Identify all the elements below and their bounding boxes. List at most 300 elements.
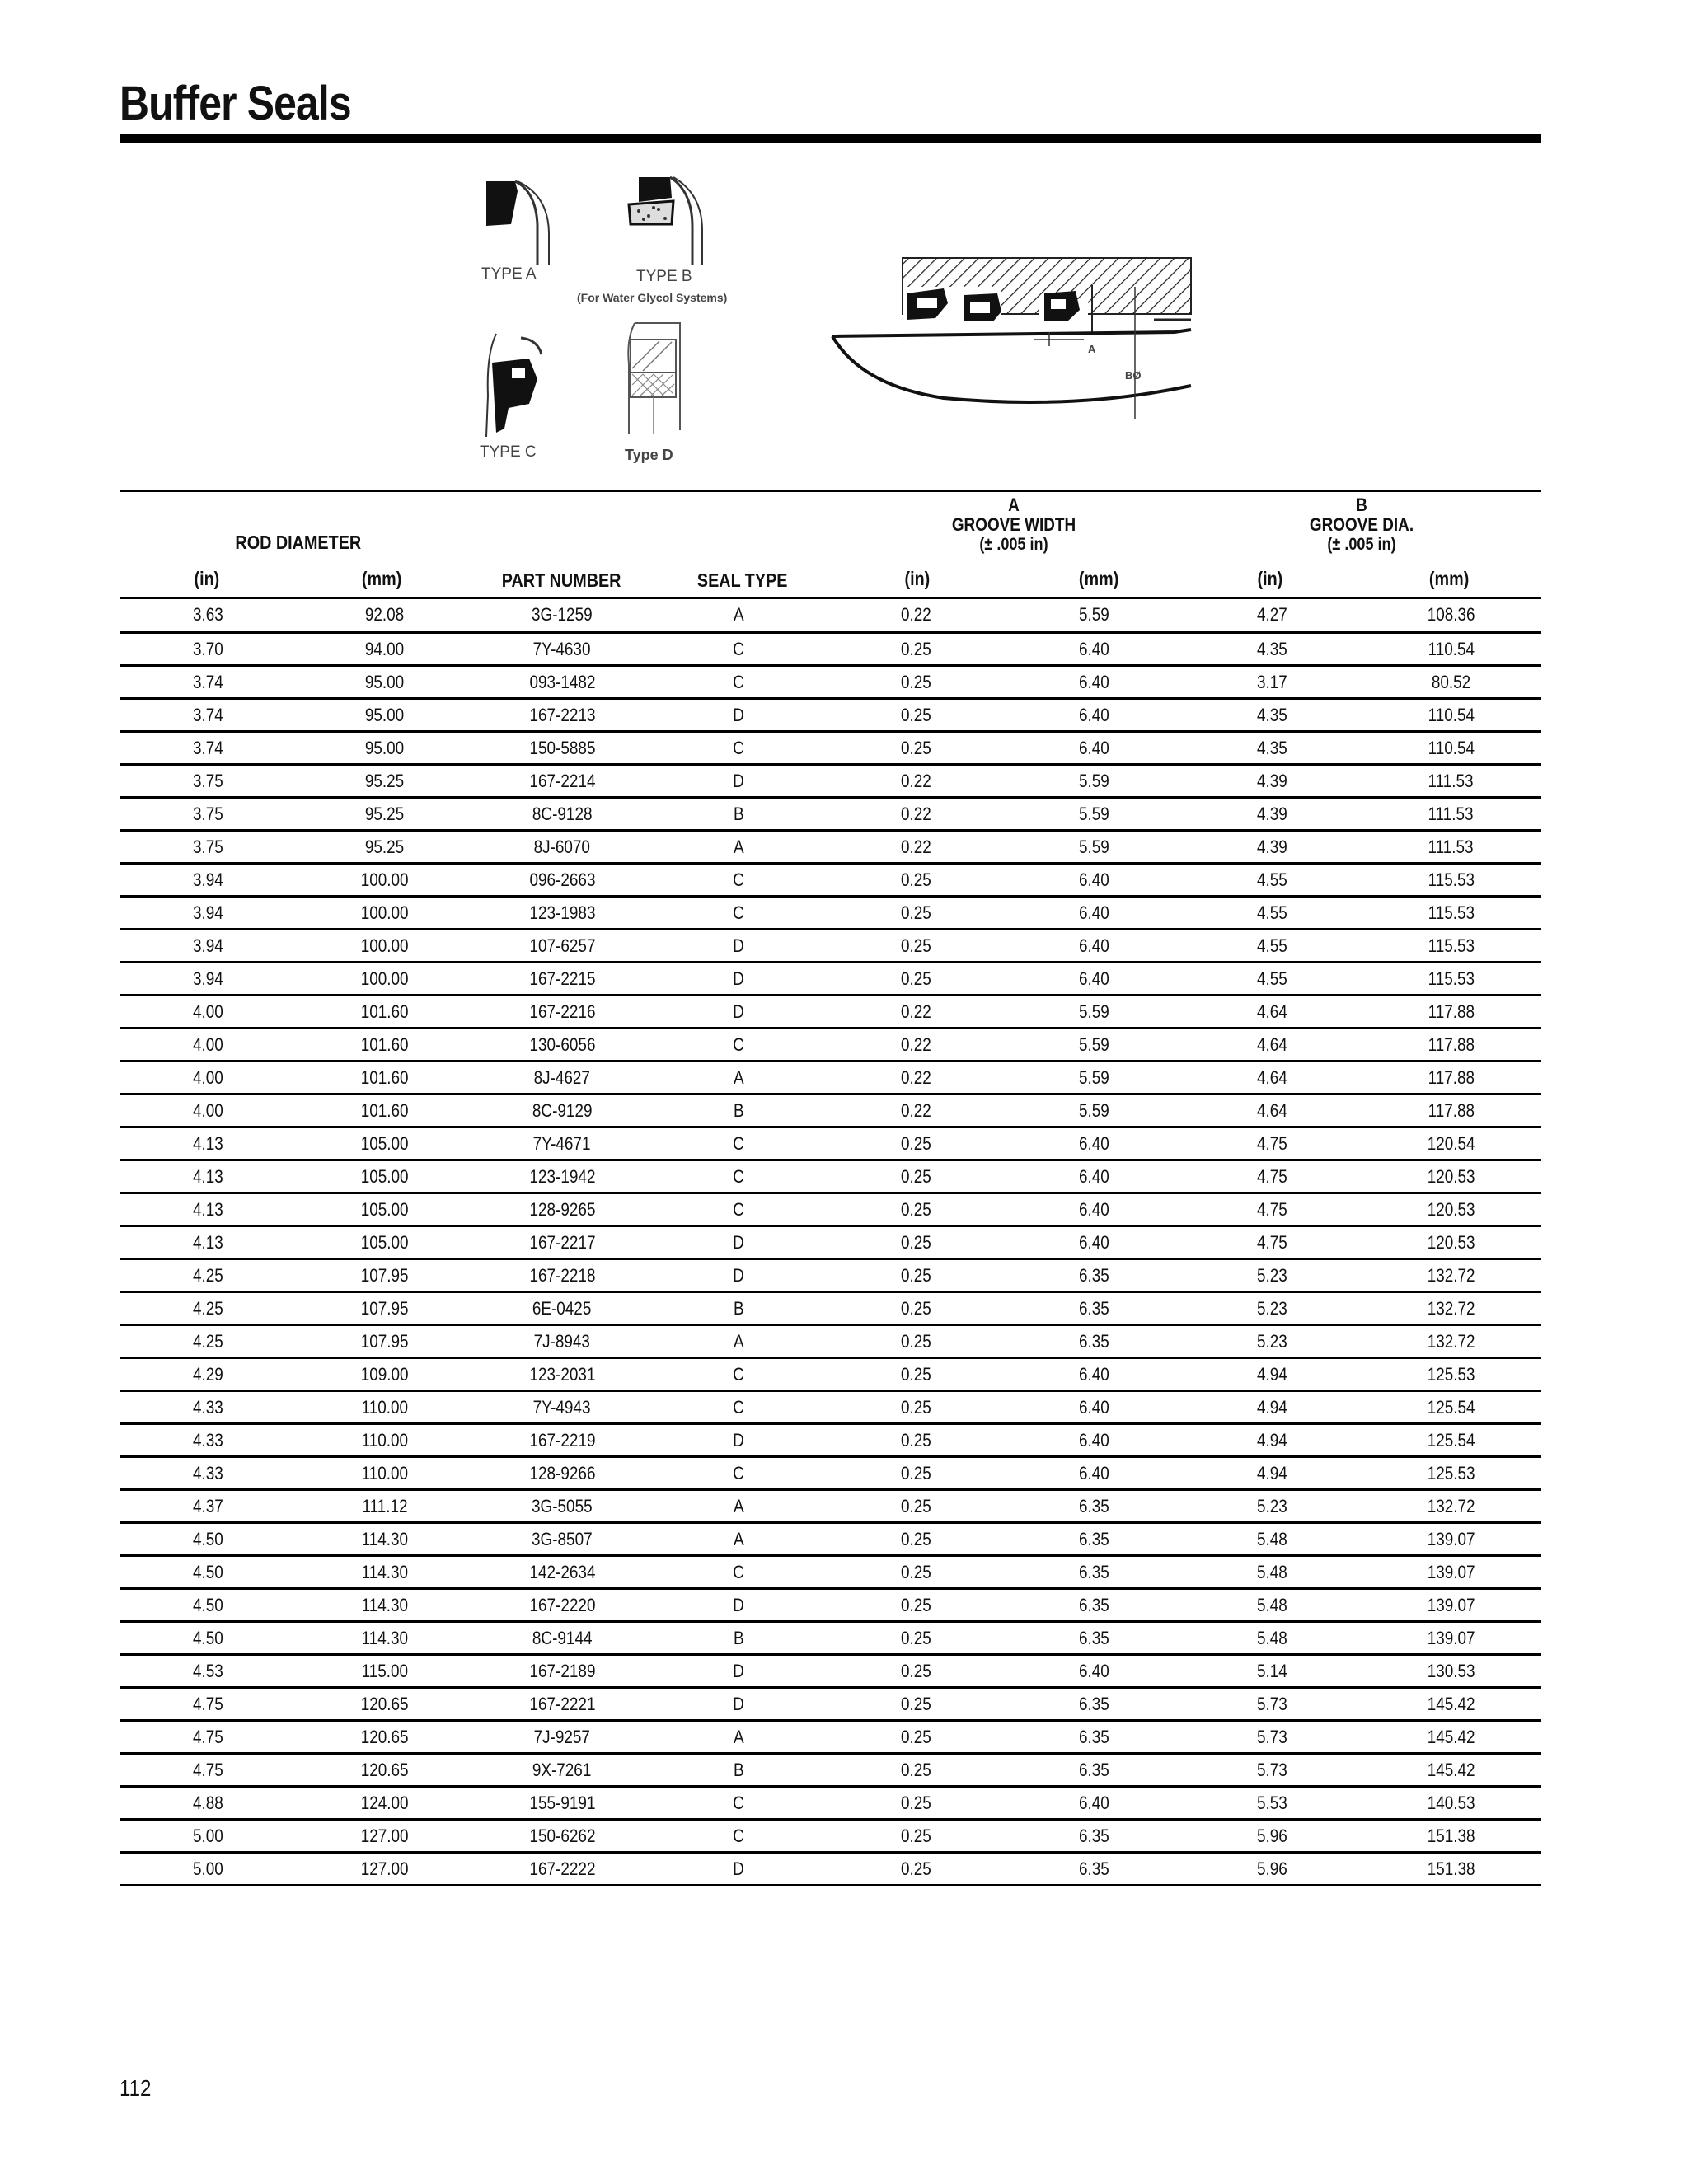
seal-type-cell: [650, 1720, 827, 1753]
seal-type-cell: [650, 698, 827, 731]
rod-in-cell: [120, 1160, 296, 1193]
groove-width-in-value: 0.25: [900, 1693, 931, 1714]
groove-width-mm-cell: [1005, 1390, 1183, 1423]
rod-in-cell: [120, 896, 296, 929]
groove-width-mm-value: 6.40: [1078, 1198, 1109, 1220]
part-number-value: 167-2214: [529, 770, 595, 791]
table-row: [120, 1588, 1541, 1621]
groove-dia-mm-value: 108.36: [1427, 604, 1475, 625]
groove-dia-in-cell: [1183, 1654, 1361, 1687]
part-number-value: 167-2218: [529, 1264, 595, 1286]
groove-dia-mm-value: 115.53: [1428, 869, 1475, 890]
table-row: [120, 1522, 1541, 1555]
groove-width-in-value: 0.22: [900, 803, 931, 824]
groove-width-mm-cell: [1005, 995, 1183, 1028]
rod-in-value: 3.74: [192, 671, 223, 692]
rod-mm-value: 94.00: [365, 638, 405, 659]
part-number-cell: [474, 1390, 650, 1423]
rod-mm-value: 115.00: [361, 1660, 409, 1681]
groove-width-in-cell: [827, 863, 1005, 896]
rod-in-value: 4.13: [192, 1231, 223, 1253]
part-number-cell: [474, 1786, 650, 1819]
groove-dia-mm-value: 120.53: [1427, 1198, 1475, 1220]
groove-dia-in-cell: [1183, 1819, 1361, 1852]
groove-width-mm-value: 6.35: [1078, 1693, 1109, 1714]
seal-type-value: A: [733, 1726, 744, 1747]
table-header: [120, 492, 1541, 597]
part-number-value: 142-2634: [529, 1561, 595, 1582]
groove-dia-mm-value: 130.53: [1427, 1660, 1475, 1681]
rod-mm-cell: [296, 797, 474, 830]
rod-mm-cell: [296, 599, 474, 632]
seal-type-cell: [650, 1753, 827, 1786]
groove-width-mm-cell: [1005, 764, 1183, 797]
rod-mm-cell: [296, 962, 474, 995]
seal-type-value: C: [733, 1825, 744, 1846]
groove-dia-in-cell: [1183, 995, 1361, 1028]
groove-width-mm-cell: [1005, 896, 1183, 929]
groove-width-in-cell: [827, 1819, 1005, 1852]
seal-type-value: A: [733, 1066, 744, 1088]
groove-width-mm-cell: [1005, 929, 1183, 962]
groove-width-in-cell: [827, 1390, 1005, 1423]
rod-mm-cell: [296, 1489, 474, 1522]
groove-dia-mm-cell: [1361, 1522, 1541, 1555]
groove-width-in-cell: [827, 995, 1005, 1028]
groove-width-in-cell: [827, 1555, 1005, 1588]
part-number-value: 167-2220: [529, 1594, 595, 1615]
groove-dia-in-cell: [1183, 929, 1361, 962]
groove-dia-in-cell: [1183, 698, 1361, 731]
table-row: [120, 1819, 1541, 1852]
groove-width-mm-cell: [1005, 1291, 1183, 1324]
groove-width-in-value: 0.22: [900, 1001, 931, 1022]
groove-dia-mm-cell: [1361, 599, 1541, 632]
rod-in-cell: [120, 698, 296, 731]
part-number-cell: [474, 1489, 650, 1522]
page-number: 112: [120, 2075, 152, 2101]
table-row: [120, 632, 1541, 665]
rod-mm-value: 107.95: [361, 1297, 409, 1319]
seal-type-value: C: [733, 1396, 744, 1418]
groove-width-in-value: 0.25: [900, 935, 931, 956]
groove-dia-mm-cell: [1361, 995, 1541, 1028]
groove-width-in-cell: [827, 830, 1005, 863]
groove-dia-mm-cell: [1361, 1621, 1541, 1654]
groove-dia-mm-cell: [1361, 1423, 1541, 1456]
groove-width-in-cell: [827, 1522, 1005, 1555]
part-number-value: 7Y-4630: [533, 638, 591, 659]
groove-width-mm-cell: [1005, 962, 1183, 995]
part-number-cell: [474, 1291, 650, 1324]
groove-dia-in-cell: [1183, 1621, 1361, 1654]
part-number-cell: [474, 962, 650, 995]
type-d-seal-drawing: [622, 315, 688, 438]
type-b-note: (For Water Glycol Systems): [577, 291, 728, 304]
rod-in-value: 4.53: [192, 1660, 223, 1681]
rod-mm-value: 95.00: [365, 737, 405, 758]
rod-in-cell: [120, 1193, 296, 1226]
rod-in-cell: [120, 1456, 296, 1489]
groove-dia-in-value: 4.94: [1256, 1396, 1287, 1418]
table-row: [120, 1193, 1541, 1226]
part-number-value: 167-2216: [529, 1001, 595, 1022]
part-number-value: 096-2663: [529, 869, 595, 890]
groove-dia-in-value: 4.75: [1256, 1165, 1287, 1187]
seal-type-cell: [650, 896, 827, 929]
rod-in-value: 4.50: [192, 1561, 223, 1582]
groove-dia-mm-value: 139.07: [1427, 1627, 1475, 1648]
seal-type-cell: [650, 1258, 827, 1291]
groove-width-in-value: 0.25: [900, 1726, 931, 1747]
seal-type-value: A: [733, 1495, 744, 1516]
groove-width-in-cell: [827, 1654, 1005, 1687]
rod-mm-cell: [296, 995, 474, 1028]
seal-type-cell: [650, 1852, 827, 1885]
rod-mm-cell: [296, 830, 474, 863]
part-number-cell: [474, 995, 650, 1028]
groove-dia-in-cell: [1183, 1028, 1361, 1061]
table-row: [120, 1654, 1541, 1687]
seal-type-value: B: [733, 1099, 744, 1121]
groove-width-in-cell: [827, 632, 1005, 665]
table-row: [120, 1423, 1541, 1456]
groove-dia-in-cell: [1183, 1127, 1361, 1160]
seal-type-value: B: [733, 1297, 744, 1319]
groove-width-mm-cell: [1005, 1654, 1183, 1687]
groove-dia-in-value: 5.73: [1256, 1693, 1287, 1714]
groove-width-mm-value: 6.35: [1078, 1627, 1109, 1648]
part-number-cell: [474, 797, 650, 830]
seal-type-cell: [650, 830, 827, 863]
rod-mm-cell: [296, 1654, 474, 1687]
rod-mm-value: 109.00: [361, 1363, 409, 1385]
groove-dia-in-cell: [1183, 962, 1361, 995]
rod-mm-value: 124.00: [361, 1792, 409, 1813]
groove-width-mm-value: 6.35: [1078, 1528, 1109, 1549]
groove-width-mm-value: 6.35: [1078, 1858, 1109, 1879]
groove-dia-mm-value: 132.72: [1427, 1495, 1475, 1516]
part-number-value: 7Y-4943: [533, 1396, 591, 1418]
groove-width-mm-value: 6.35: [1078, 1495, 1109, 1516]
seal-type-cell: [650, 1786, 827, 1819]
seal-type-cell: [650, 1291, 827, 1324]
rod-mm-cell: [296, 1028, 474, 1061]
groove-width-in-cell: [827, 764, 1005, 797]
groove-width-in-cell: [827, 1258, 1005, 1291]
rod-in-value: 3.94: [192, 968, 223, 989]
part-number-cell: [474, 1522, 650, 1555]
rod-in-value: 4.33: [192, 1396, 223, 1418]
groove-dia-in-value: 5.48: [1256, 1528, 1287, 1549]
seal-type-cell: [650, 1588, 827, 1621]
rod-in-cell: [120, 1621, 296, 1654]
groove-width-mm-value: 6.40: [1078, 1429, 1109, 1451]
rod-in-value: 4.29: [192, 1363, 223, 1385]
table-row: [120, 896, 1541, 929]
part-number-value: 167-2217: [529, 1231, 595, 1253]
groove-width-mm-cell: [1005, 1687, 1183, 1720]
table-row: [120, 1489, 1541, 1522]
rod-mm-cell: [296, 632, 474, 665]
groove-width-mm-value: 5.59: [1078, 1033, 1109, 1055]
groove-width-in-value: 0.25: [900, 1132, 931, 1154]
groove-dia-in-value: 4.35: [1256, 638, 1287, 659]
part-number-cell: [474, 1456, 650, 1489]
groove-width-in-cell: [827, 1193, 1005, 1226]
part-number-value: 167-2215: [529, 968, 595, 989]
rod-in-value: 4.50: [192, 1594, 223, 1615]
groove-width-mm-value: 6.40: [1078, 1231, 1109, 1253]
groove-width-in-cell: [827, 1753, 1005, 1786]
rod-mm-cell: [296, 1357, 474, 1390]
title-rule: [120, 134, 1541, 143]
seal-type-cell: [650, 929, 827, 962]
groove-width-in-value: 0.25: [900, 1429, 931, 1451]
groove-width-mm-value: 6.40: [1078, 1396, 1109, 1418]
groove-width-mm-cell: [1005, 1555, 1183, 1588]
type-c-label: TYPE C: [480, 443, 537, 461]
groove-width-in-value: 0.25: [900, 1330, 931, 1352]
part-number-value: 128-9265: [529, 1198, 595, 1220]
groove-width-mm-value: 5.59: [1078, 1066, 1109, 1088]
seal-data-table: [120, 599, 1541, 1886]
part-number-value: 7Y-4671: [533, 1132, 591, 1154]
groove-dia-mm-value: 115.53: [1428, 902, 1475, 923]
groove-dia-in-cell: [1183, 830, 1361, 863]
groove-dia-mm-cell: [1361, 1193, 1541, 1226]
groove-width-in-value: 0.25: [900, 1231, 931, 1253]
groove-width-mm-cell: [1005, 1193, 1183, 1226]
groove-dia-in-cell: [1183, 1489, 1361, 1522]
groove-dia-letter: B: [1356, 494, 1367, 515]
groove-dia-mm-value: 145.42: [1427, 1693, 1475, 1714]
rod-mm-value: 120.65: [361, 1693, 409, 1714]
seal-type-value: C: [733, 1033, 744, 1055]
groove-width-in-cell: [827, 1852, 1005, 1885]
groove-width-in-value: 0.25: [900, 1660, 931, 1681]
groove-width-in-cell: [827, 1720, 1005, 1753]
rod-in-cell: [120, 1061, 296, 1094]
groove-dia-mm-value: 120.53: [1427, 1231, 1475, 1253]
part-number-value: 123-1942: [529, 1165, 595, 1187]
rod-mm-cell: [296, 1786, 474, 1819]
rod-mm-cell: [296, 1193, 474, 1226]
groove-width-in-value: 0.25: [900, 1594, 931, 1615]
rod-in-value: 4.88: [192, 1792, 223, 1813]
groove-width-group-header: [943, 495, 1085, 555]
groove-width-in-value: 0.25: [900, 1165, 931, 1187]
groove-dia-mm-cell: [1361, 1028, 1541, 1061]
rod-mm-cell: [296, 1226, 474, 1258]
seal-type-cell: [650, 1819, 827, 1852]
groove-width-in-value: 0.25: [900, 704, 931, 725]
rod-in-cell: [120, 1094, 296, 1127]
rod-mm-value: 107.95: [361, 1264, 409, 1286]
groove-width-mm-value: 6.40: [1078, 902, 1109, 923]
seal-type-value: B: [733, 803, 744, 824]
seal-type-cell: [650, 599, 827, 632]
groove-width-in-cell: [827, 1489, 1005, 1522]
groove-width-tolerance: (± .005 in): [979, 535, 1048, 554]
rod-mm-cell: [296, 1720, 474, 1753]
rod-in-cell: [120, 830, 296, 863]
groove-dia-in-value: 5.14: [1256, 1660, 1287, 1681]
groove-width-in-value: 0.25: [900, 902, 931, 923]
table-row: [120, 830, 1541, 863]
groove-dia-in-value: 5.73: [1256, 1759, 1287, 1780]
part-number-cell: [474, 1654, 650, 1687]
part-number-value: 123-2031: [529, 1363, 595, 1385]
part-number-value: 167-2222: [529, 1858, 595, 1879]
seal-type-value: D: [733, 1264, 744, 1286]
seal-type-value: D: [733, 1858, 744, 1879]
seal-type-value: D: [733, 1594, 744, 1615]
part-number-cell: [474, 1423, 650, 1456]
groove-width-mm-value: 6.35: [1078, 1726, 1109, 1747]
groove-dia-mm-cell: [1361, 1357, 1541, 1390]
groove-dia-in-value: 5.48: [1256, 1561, 1287, 1582]
groove-dia-in-value: 4.39: [1256, 770, 1287, 791]
groove-dia-mm-value: 125.53: [1427, 1363, 1475, 1385]
groove-width-in-value: 0.25: [900, 1561, 931, 1582]
part-number-value: 6E-0425: [532, 1297, 592, 1319]
part-number-cell: [474, 1852, 650, 1885]
rod-in-value: 4.00: [192, 1099, 223, 1121]
groove-dia-mm-value: 80.52: [1431, 671, 1471, 692]
seal-type-value: A: [733, 836, 744, 857]
rod-in-value: 4.50: [192, 1627, 223, 1648]
groove-dia-in-cell: [1183, 1423, 1361, 1456]
groove-width-mm-cell: [1005, 830, 1183, 863]
groove-dia-in-value: 4.94: [1256, 1462, 1287, 1483]
part-number-value: 107-6257: [529, 935, 595, 956]
groove-dia-mm-value: 132.72: [1427, 1330, 1475, 1352]
seal-type-cell: [650, 1687, 827, 1720]
groove-width-header: GROOVE WIDTH: [951, 514, 1076, 535]
groove-dia-in-value: 5.23: [1256, 1330, 1287, 1352]
seal-type-cell: [650, 764, 827, 797]
groove-dia-mm-value: 115.53: [1428, 968, 1475, 989]
groove-width-letter: A: [1008, 494, 1020, 515]
groove-dia-in-cell: [1183, 1555, 1361, 1588]
groove-dia-mm-value: 139.07: [1427, 1561, 1475, 1582]
groove-dia-mm-cell: [1361, 1456, 1541, 1489]
rod-in-cell: [120, 797, 296, 830]
rod-in-value: 4.25: [192, 1330, 223, 1352]
groove-dia-mm-value: 117.88: [1428, 1066, 1475, 1088]
rod-in-value: 3.74: [192, 737, 223, 758]
rod-in-value: 4.25: [192, 1264, 223, 1286]
table-row: [120, 1555, 1541, 1588]
groove-dia-mm-cell: [1361, 632, 1541, 665]
part-number-value: 093-1482: [529, 671, 595, 692]
groove-dia-mm-cell: [1361, 1819, 1541, 1852]
seal-type-value: C: [733, 1132, 744, 1154]
table-row: [120, 731, 1541, 764]
groove-dia-mm-value: 111.53: [1428, 803, 1475, 824]
rod-in-cell: [120, 962, 296, 995]
rod-mm-cell: [296, 929, 474, 962]
seal-type-cell: [650, 1456, 827, 1489]
rod-mm-value: 110.00: [361, 1429, 409, 1451]
table-row: [120, 1786, 1541, 1819]
table-row: [120, 929, 1541, 962]
buffer-seals-table: [120, 490, 1541, 1886]
seal-type-value: C: [733, 1561, 744, 1582]
rod-mm-cell: [296, 698, 474, 731]
seal-type-value: D: [733, 1231, 744, 1253]
groove-width-mm-cell: [1005, 1028, 1183, 1061]
rod-in-value: 4.75: [192, 1726, 223, 1747]
groove-dia-in-value: 5.96: [1256, 1858, 1287, 1879]
page-title: Buffer Seals: [120, 77, 351, 130]
table-row: [120, 1324, 1541, 1357]
rod-mm-cell: [296, 1687, 474, 1720]
rod-mm-value: 105.00: [361, 1231, 409, 1253]
rod-in-value: 5.00: [192, 1858, 223, 1879]
rod-mm-value: 95.00: [365, 704, 405, 725]
groove-width-mm-cell: [1005, 1588, 1183, 1621]
seal-figures: [462, 165, 1203, 486]
rod-mm-header: (mm): [361, 568, 402, 589]
seal-type-value: C: [733, 1198, 744, 1220]
seal-type-value: D: [733, 968, 744, 989]
groove-width-in-value: 0.25: [900, 671, 931, 692]
table-row: [120, 1061, 1541, 1094]
rod-mm-value: 110.00: [361, 1462, 409, 1483]
groove-dia-in-cell: [1183, 1687, 1361, 1720]
rod-in-value: 4.33: [192, 1429, 223, 1451]
groove-dia-mm-cell: [1361, 1061, 1541, 1094]
rod-in-value: 3.94: [192, 902, 223, 923]
groove-width-in-cell: [827, 1621, 1005, 1654]
groove-dia-mm-value: 145.42: [1427, 1726, 1475, 1747]
rod-mm-value: 127.00: [361, 1825, 409, 1846]
groove-width-in-value: 0.25: [900, 1495, 931, 1516]
seal-type-cell: [650, 1555, 827, 1588]
groove-width-mm-cell: [1005, 1357, 1183, 1390]
rod-mm-cell: [296, 1555, 474, 1588]
groove-width-in-cell: [827, 797, 1005, 830]
groove-width-mm-cell: [1005, 1423, 1183, 1456]
groove-dia-in-value: 5.23: [1256, 1264, 1287, 1286]
groove-dia-group-header: [1291, 495, 1432, 555]
rod-mm-value: 100.00: [361, 968, 409, 989]
rod-mm-value: 127.00: [361, 1858, 409, 1879]
part-number-cell: [474, 665, 650, 698]
groove-dia-mm-cell: [1361, 665, 1541, 698]
groove-dia-in-header: (in): [1257, 568, 1283, 589]
groove-width-mm-cell: [1005, 1489, 1183, 1522]
groove-dia-mm-cell: [1361, 1390, 1541, 1423]
groove-width-in-cell: [827, 698, 1005, 731]
groove-dia-in-value: 4.55: [1256, 968, 1287, 989]
part-number-value: 128-9266: [529, 1462, 595, 1483]
groove-dia-in-cell: [1183, 1522, 1361, 1555]
groove-width-mm-cell: [1005, 599, 1183, 632]
seal-type-cell: [650, 1390, 827, 1423]
part-number-value: 8J-4627: [533, 1066, 591, 1088]
groove-dia-in-value: 4.75: [1256, 1231, 1287, 1253]
groove-dia-in-value: 4.55: [1256, 869, 1287, 890]
dimension-b-label: BØ: [1125, 369, 1142, 382]
groove-width-mm-value: 6.40: [1078, 935, 1109, 956]
groove-dia-in-value: 4.75: [1256, 1132, 1287, 1154]
groove-dia-in-value: 4.39: [1256, 803, 1287, 824]
groove-width-mm-value: 5.59: [1078, 803, 1109, 824]
groove-dia-in-value: 5.53: [1256, 1792, 1287, 1813]
